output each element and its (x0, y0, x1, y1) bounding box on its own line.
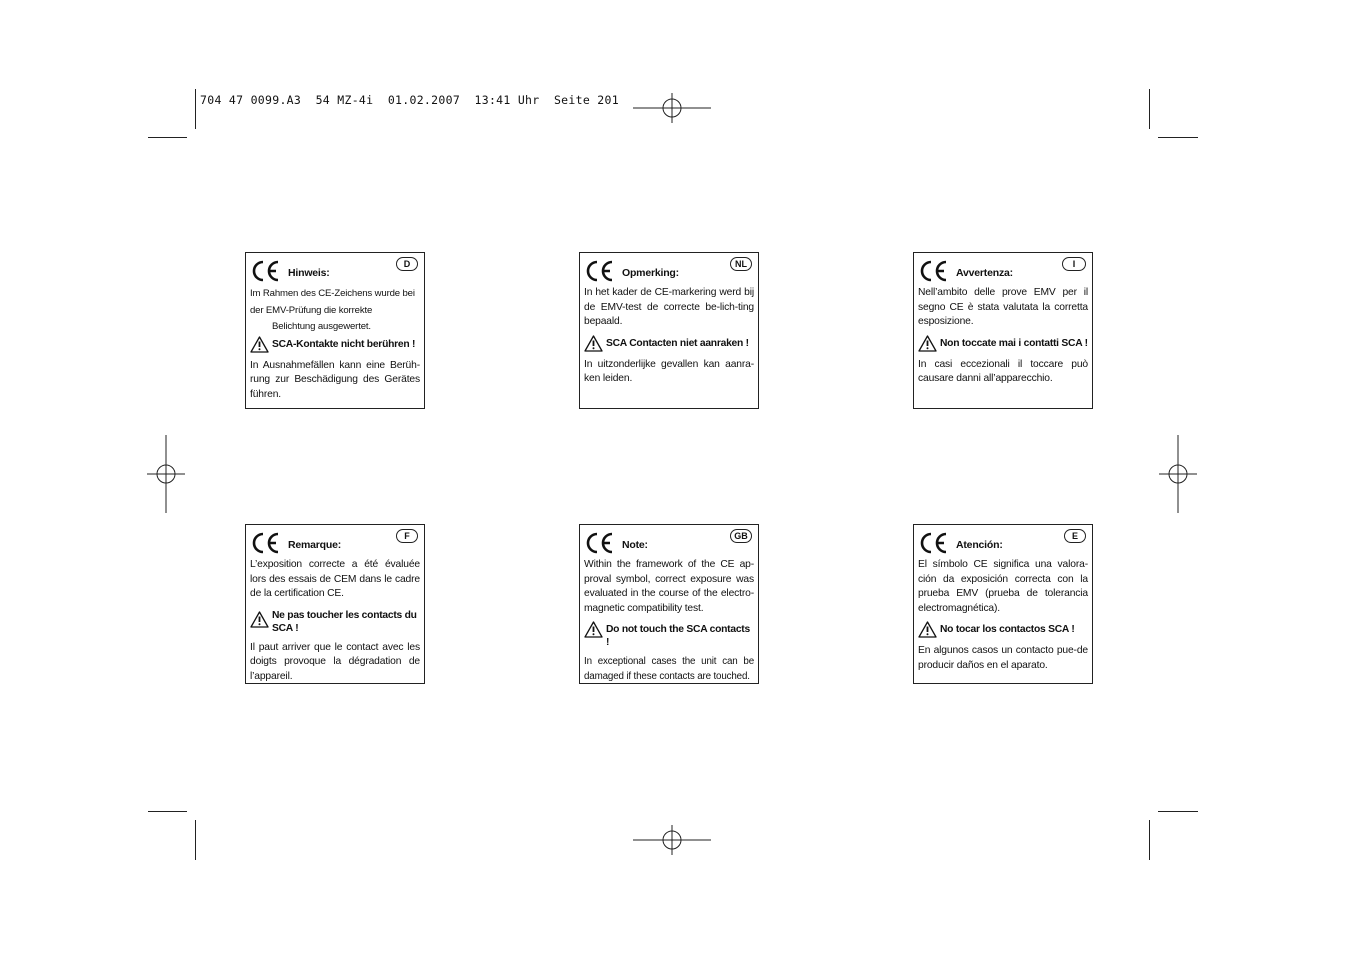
crop-mark-bottom-right-h (1158, 811, 1198, 812)
card-intro-line: Im Rahmen des CE-Zeichens wurde bei (250, 288, 415, 299)
crop-mark-bottom-left-v (195, 820, 196, 860)
card-heading: Remarque: (288, 539, 342, 551)
notice-card-it (913, 252, 1093, 409)
warning-row (584, 621, 754, 649)
card-header (584, 530, 754, 558)
card-header (918, 258, 1088, 286)
warning-row (584, 335, 754, 352)
card-body: In casi eccezionali il toccare può causare danni all’apparecchio. (918, 358, 1088, 384)
warning-text: SCA Contacten niet aanraken ! (606, 337, 749, 349)
notice-card-nl (579, 252, 759, 409)
warning-triangle-icon (250, 336, 269, 353)
card-intro: Within the framework of the CE ap-proval symbol, correct exposure was evaluated in the course of the electro-magnetic compatibility test. (584, 559, 754, 614)
notice-card-es (913, 524, 1093, 684)
warning-row (918, 335, 1088, 352)
language-badge: D (396, 257, 418, 271)
card-body: Il paut arriver que le contact avec les doigts provoque la dégradation de l’appareil. (250, 641, 420, 682)
crop-mark-top-left-h (148, 137, 187, 138)
registration-mark-icon (127, 435, 205, 513)
notice-card-de (245, 252, 425, 409)
card-heading: Atención: (956, 539, 1003, 551)
crop-mark-top-right-v (1149, 89, 1150, 129)
ce-mark-icon (251, 531, 281, 555)
notice-card-gb (579, 524, 759, 684)
warning-text: SCA-Kontakte nicht berühren ! (272, 338, 416, 350)
print-slug: 704 47 0099.A3 54 MZ-4i 01.02.2007 13:41 Uhr Seite 201 (200, 93, 619, 107)
crop-mark-bottom-right-v (1149, 820, 1150, 860)
card-body: In exceptional cases the unit can be damaged if these contacts are touched. (584, 656, 754, 682)
warning-row (250, 336, 420, 353)
registration-mark-icon (633, 801, 711, 879)
registration-mark-icon (1139, 435, 1217, 513)
language-badge: F (396, 529, 418, 543)
card-body: In Ausnahmefällen kann eine Berüh-rung zur Beschädigung des Gerätes führen. (250, 359, 420, 400)
warning-triangle-icon (584, 621, 603, 638)
card-intro: Nell’ambito delle prove EMV per il segno CE è stata valutata la corretta esposizione. (918, 287, 1088, 327)
warning-row (918, 621, 1088, 638)
card-heading: Note: (622, 539, 648, 551)
card-heading: Avvertenza: (956, 267, 1013, 279)
card-header (584, 258, 754, 286)
card-intro-line: Belichtung ausgewertet. (272, 321, 371, 332)
warning-text: Do not touch the SCA contacts ! (606, 624, 750, 648)
warning-triangle-icon (584, 335, 603, 352)
language-badge: NL (730, 257, 752, 271)
language-badge: I (1062, 257, 1086, 271)
card-intro: L’exposition correcte a été évaluée lors des essais de CEM dans le cadre de la certification CE. (250, 559, 420, 599)
card-intro: El símbolo CE significa una valora-ción da exposición correcta con la prueba EMV (prueba de tolerancia electromagnética). (918, 559, 1088, 614)
crop-mark-top-left-v (195, 89, 196, 129)
card-heading: Hinweis: (288, 267, 330, 279)
ce-mark-icon (251, 259, 281, 283)
warning-text: Non toccate mai i contatti SCA ! (940, 337, 1088, 349)
registration-mark-icon (633, 69, 711, 147)
language-badge: GB (730, 529, 752, 543)
ce-mark-icon (919, 259, 949, 283)
crop-mark-bottom-left-h (148, 811, 187, 812)
warning-triangle-icon (250, 611, 269, 628)
ce-mark-icon (585, 531, 615, 555)
warning-triangle-icon (918, 335, 937, 352)
card-header (250, 530, 420, 558)
card-intro: In het kader de CE-markering werd bij de EMV-test de correcte be-lich-ting bepaald. (584, 287, 754, 327)
warning-triangle-icon (918, 621, 937, 638)
card-body: En algunos casos un contacto pue-de producir daños en el aparato. (918, 645, 1088, 671)
card-header (918, 530, 1088, 558)
card-header (250, 258, 420, 286)
language-badge: E (1064, 529, 1086, 543)
ce-mark-icon (585, 259, 615, 283)
warning-text: No tocar los contactos SCA ! (940, 624, 1075, 635)
crop-mark-top-right-h (1158, 137, 1198, 138)
ce-mark-icon (919, 531, 949, 555)
warning-text: Ne pas toucher les contacts du SCA ! (272, 609, 417, 634)
card-body: In uitzonderlijke gevallen kan aanra-ken leiden. (584, 358, 754, 384)
warning-row (250, 607, 420, 635)
card-intro-line: der EMV-Prüfung die korrekte (250, 304, 373, 316)
notice-card-fr (245, 524, 425, 684)
card-heading: Opmerking: (622, 267, 679, 279)
